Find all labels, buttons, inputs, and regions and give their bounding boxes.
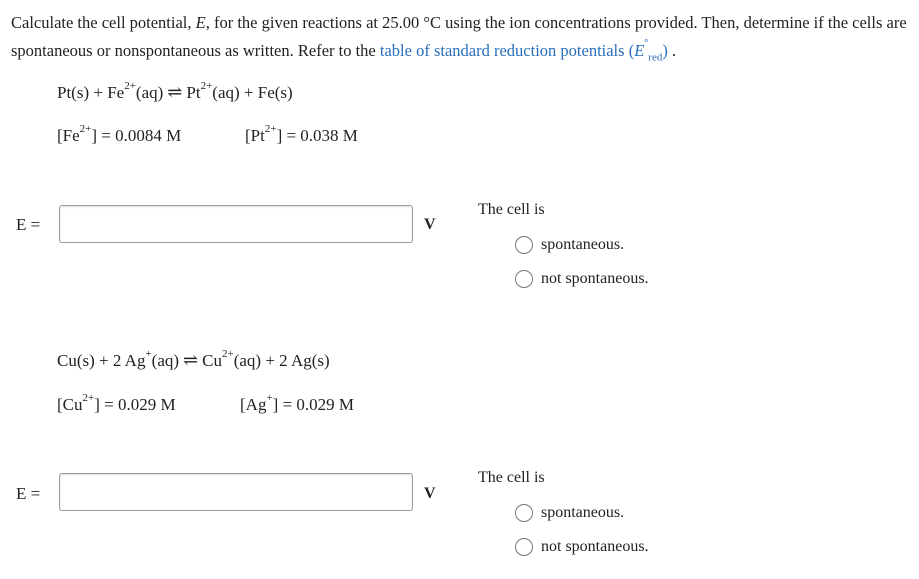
conc-ag-pre: [Ag xyxy=(240,395,267,414)
conc-ag-charge: + xyxy=(266,392,273,405)
link-paren-open: ( xyxy=(628,41,635,60)
equilibrium-arrow-icon: ⇌ xyxy=(167,82,183,102)
not-spontaneous-option-2[interactable] xyxy=(515,538,649,556)
e-label-1: E = xyxy=(16,215,41,234)
concentration-pt xyxy=(245,123,358,146)
conc-cu-charge: 2+ xyxy=(82,392,95,405)
radio-circle-icon[interactable] xyxy=(515,236,533,254)
equilibrium-arrow-icon: ⇌ xyxy=(183,350,199,370)
reaction-1-product-rest: (aq) + Fe(s) xyxy=(212,83,293,102)
unit-volts-1: V xyxy=(424,216,436,233)
spontaneous-option-2[interactable] xyxy=(515,504,624,522)
unit-volts-2: V xyxy=(424,485,436,502)
conc-fe-charge: 2+ xyxy=(79,123,92,136)
reaction-1-reactant-charge: 2+ xyxy=(124,80,136,93)
concentration-ag xyxy=(240,392,355,415)
conc-ag-value: ] = 0.029 M xyxy=(272,395,355,414)
conc-cu-pre: [Cu xyxy=(57,395,83,414)
reaction-2-reactant: Cu(s) + 2 Ag xyxy=(57,351,146,370)
link-subscript: red xyxy=(648,51,663,64)
not-spontaneous-option-1[interactable] xyxy=(515,270,649,288)
reaction-2-product: Cu xyxy=(202,351,222,370)
reduction-potentials-link[interactable] xyxy=(379,37,668,64)
concentration-fe xyxy=(57,123,182,146)
radio-circle-icon[interactable] xyxy=(515,270,533,288)
reaction-2-reactant-charge: + xyxy=(145,348,152,361)
cell-potential-input-1[interactable] xyxy=(59,205,413,243)
intro-text: Calculate the cell potential, xyxy=(11,13,196,32)
reaction-1-product-charge: 2+ xyxy=(200,80,213,93)
reaction-1 xyxy=(57,82,293,103)
concentration-cu xyxy=(57,392,176,415)
conc-fe-value: ] = 0.0084 M xyxy=(91,126,182,145)
reaction-2-reactant-state: (aq) xyxy=(151,351,180,370)
conc-fe-pre: [Fe xyxy=(57,126,80,145)
conc-pt-charge: 2+ xyxy=(264,123,277,136)
reaction-1-reactant-state: (aq) xyxy=(135,83,164,102)
reaction-1-reactant: Pt(s) + Fe xyxy=(57,83,125,102)
conc-pt-value: ] = 0.038 M xyxy=(276,126,358,145)
link-label: table of standard reduction potentials xyxy=(379,41,625,60)
option-label: not spontaneous. xyxy=(541,538,649,555)
cell-potential-input-2[interactable] xyxy=(59,473,413,511)
link-e-symbol: E xyxy=(634,41,645,60)
conc-pt-pre: [Pt xyxy=(245,126,265,145)
cell-is-label-2: The cell is xyxy=(478,469,545,486)
e-label-2: E = xyxy=(16,484,41,503)
reaction-2 xyxy=(57,350,330,371)
option-label: spontaneous. xyxy=(541,504,625,521)
intro-text-2: , for the given reactions at 25.00 °C using the ion concentrations provided. Then, determine if the cells are spontaneous or nonspontaneous as written. Refer to the xyxy=(11,13,907,60)
intro-e-symbol: E xyxy=(195,13,206,32)
intro-end: . xyxy=(667,41,677,60)
spontaneous-option-1[interactable] xyxy=(515,236,624,254)
radio-circle-icon[interactable] xyxy=(515,504,533,522)
option-label: not spontaneous. xyxy=(541,270,649,287)
link-paren-close: ) xyxy=(662,41,668,60)
reaction-2-product-rest: (aq) + 2 Ag(s) xyxy=(233,351,330,370)
reaction-2-product-charge: 2+ xyxy=(221,348,234,361)
link-degree: ° xyxy=(644,37,649,49)
option-label: spontaneous. xyxy=(541,236,625,253)
conc-cu-value: ] = 0.029 M xyxy=(94,395,176,414)
cell-is-label-1: The cell is xyxy=(478,201,545,218)
instructions xyxy=(11,9,911,71)
radio-circle-icon[interactable] xyxy=(515,538,533,556)
reaction-1-product: Pt xyxy=(186,83,201,102)
